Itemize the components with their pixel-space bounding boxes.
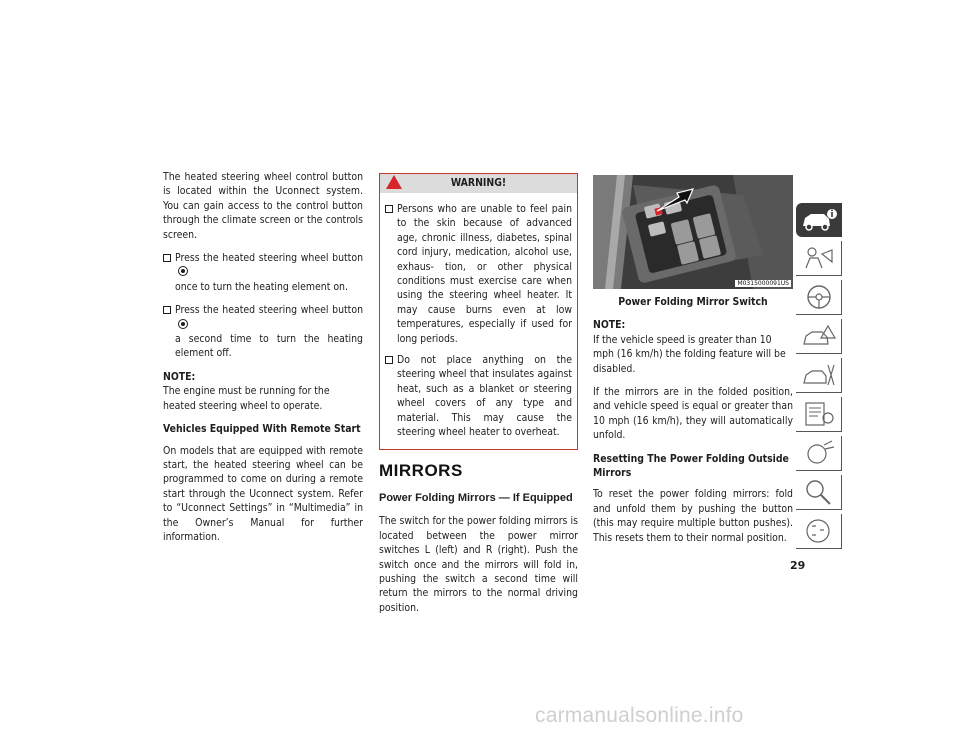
multimedia-icon bbox=[800, 439, 838, 467]
list-item bbox=[163, 303, 363, 361]
list-item bbox=[163, 251, 363, 294]
mirror-switch-photo bbox=[593, 175, 793, 289]
column-middle bbox=[379, 173, 578, 624]
warning-text: Persons who are unable to feel pain to the skin because of advanced age, chronic illness, diabetes, spinal cord injury, medication, alcohol use, exhaus- tion, or other physical conditions must exercise care when using the steering wheel heater. It may cause burns even at low temperatures, especially if used for long periods. bbox=[397, 203, 572, 345]
reset-paragraph: To reset the power folding mirrors: fold and unfold them by pushing the button (this may require multiple button pushes). This resets them to their normal position. bbox=[593, 488, 793, 544]
door-panel-illustration bbox=[593, 175, 793, 289]
tab-car-info[interactable] bbox=[796, 203, 842, 237]
car-service-icon bbox=[800, 361, 838, 389]
checkbox-bullet-icon bbox=[163, 254, 171, 262]
tab-multimedia[interactable] bbox=[796, 436, 842, 471]
warning-triangle-icon bbox=[386, 175, 402, 189]
unfold-paragraph: If the mirrors are in the folded position, and vehicle speed is equal or greater than 10 mph (16 km/h), they will automatically unfold. bbox=[593, 386, 793, 442]
warning-header bbox=[380, 174, 577, 193]
note bbox=[593, 318, 793, 376]
remote-start-paragraph: On models that are equipped with remote start, the heated steering wheel can be programmed to come on during a remote start through the Uconnect system. Refer to “Uconnect Settings” in “Multimedia” in the Owner’s Manual for further information. bbox=[163, 444, 363, 543]
image-code: M0315000091US bbox=[737, 280, 789, 287]
figure-caption: Power Folding Mirror Switch bbox=[618, 296, 768, 308]
checkbox-bullet-icon bbox=[385, 356, 393, 364]
warning-title: WARNING! bbox=[450, 177, 507, 189]
heated-wheel-icon bbox=[178, 266, 188, 276]
warning-car-icon bbox=[800, 322, 838, 350]
tab-index[interactable] bbox=[796, 475, 842, 510]
list-item bbox=[385, 353, 572, 439]
heated-wheel-icon bbox=[178, 319, 188, 329]
section-subtitle: Power Folding Mirrors — If Equipped bbox=[379, 491, 573, 504]
note-text: The engine must be running for the heated steering wheel to operate. bbox=[163, 385, 330, 412]
column-right bbox=[593, 175, 793, 554]
page-number: 29 bbox=[790, 559, 806, 572]
bullet-text: once to turn the heating element on. bbox=[175, 280, 348, 293]
bullet-text: Press the heated steering wheel button bbox=[175, 252, 363, 265]
checkbox-bullet-icon bbox=[385, 205, 393, 213]
warning-text: Do not place anything on the steering wheel that insulates against heat, such as a blanket or steering wheel covers of any type and material. This may cause the steering wheel heater to overheat. bbox=[397, 354, 572, 439]
section-title: MIRRORS bbox=[379, 460, 463, 480]
bullet-text: a second time to turn the heating element off. bbox=[175, 333, 363, 360]
tab-servicing[interactable] bbox=[796, 358, 842, 393]
tab-specifications[interactable] bbox=[796, 397, 842, 432]
tab-warning-lights[interactable] bbox=[796, 319, 842, 354]
specifications-icon bbox=[800, 400, 838, 428]
warning-box bbox=[379, 173, 578, 450]
watermark: carmanualsonline.info bbox=[535, 704, 744, 727]
intro-paragraph: The heated steering wheel control button is located within the Uconnect system. You can gain access to the control button through the climate screen or the controls screen. bbox=[163, 171, 363, 241]
steering-wheel-icon bbox=[800, 283, 838, 311]
magnifier-icon bbox=[800, 478, 838, 506]
body-paragraph: The switch for the power folding mirrors is located between the power mirror switches L (left) and R (right). Push the switch once and the mirrors will fold in, pushing the switch a second time will return the mirrors to the normal driving position. bbox=[379, 515, 578, 614]
tab-languages[interactable] bbox=[796, 514, 842, 549]
subheading: Resetting The Power Folding Outside Mirrors bbox=[593, 452, 789, 480]
note-label: NOTE: bbox=[593, 319, 626, 332]
safety-airbag-icon bbox=[800, 244, 838, 272]
tab-getting-to-know[interactable] bbox=[796, 280, 842, 315]
car-info-icon bbox=[800, 206, 838, 234]
note-label: NOTE: bbox=[163, 370, 196, 383]
column-left bbox=[163, 170, 363, 553]
tab-safety[interactable] bbox=[796, 241, 842, 276]
warning-body bbox=[380, 193, 577, 449]
list-item bbox=[385, 202, 572, 346]
note-text: If the vehicle speed is greater than 10 mph (16 km/h) the folding feature will be disabled. bbox=[593, 333, 786, 375]
note bbox=[163, 370, 363, 413]
subheading: Vehicles Equipped With Remote Start bbox=[163, 423, 361, 436]
languages-icon bbox=[800, 517, 838, 545]
bullet-text: Press the heated steering wheel button bbox=[175, 304, 363, 317]
chapter-tabs bbox=[796, 203, 842, 553]
checkbox-bullet-icon bbox=[163, 306, 171, 314]
